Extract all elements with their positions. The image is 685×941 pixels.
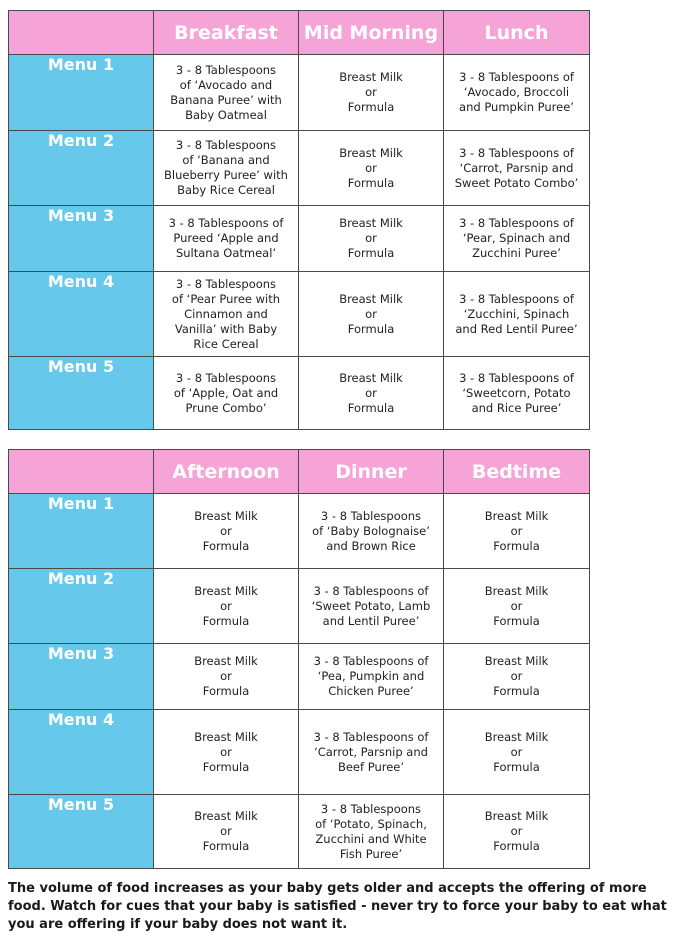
meal-cell: 3 - 8 Tablespoons of ‘Baby Bolognaise’ and Brown Rice bbox=[299, 494, 444, 569]
meal-cell: Breast Milk or Formula bbox=[444, 494, 590, 569]
meal-cell: 3 - 8 Tablespoons of ‘Potato, Spinach, Zucchini and White Fish Puree’ bbox=[299, 795, 444, 869]
meal-cell: Breast Milk or Formula bbox=[299, 131, 444, 206]
meal-cell: Breast Milk or Formula bbox=[154, 795, 299, 869]
meal-cell: 3 - 8 Tablespoons of ‘Pear, Spinach and Zucchini Puree’ bbox=[444, 206, 590, 272]
meal-cell: Breast Milk or Formula bbox=[444, 569, 590, 644]
row-label: Menu 1 bbox=[9, 55, 154, 131]
header-corner bbox=[9, 11, 154, 55]
header-lunch: Lunch bbox=[444, 11, 590, 55]
header-bedtime: Bedtime bbox=[444, 450, 590, 494]
row-label: Menu 4 bbox=[9, 710, 154, 795]
meal-cell: Breast Milk or Formula bbox=[444, 644, 590, 710]
meal-cell: 3 - 8 Tablespoons of ‘Pear Puree with Cinnamon and Vanilla’ with Baby Rice Cereal bbox=[154, 272, 299, 357]
meal-cell: 3 - 8 Tablespoons of ‘Apple, Oat and Prune Combo’ bbox=[154, 357, 299, 430]
table-row bbox=[9, 206, 590, 272]
table-row bbox=[9, 131, 590, 206]
table-row bbox=[9, 644, 590, 710]
meal-cell: 3 - 8 Tablespoons of ‘Avocado and Banana Puree’ with Baby Oatmeal bbox=[154, 55, 299, 131]
row-label: Menu 5 bbox=[9, 795, 154, 869]
meal-cell: Breast Milk or Formula bbox=[154, 710, 299, 795]
meal-cell: 3 - 8 Tablespoons of ‘Carrot, Parsnip and Sweet Potato Combo’ bbox=[444, 131, 590, 206]
menu-table-evening bbox=[8, 449, 590, 869]
header-afternoon: Afternoon bbox=[154, 450, 299, 494]
table-row bbox=[9, 795, 590, 869]
meal-cell: 3 - 8 Tablespoons of ‘Pea, Pumpkin and Chicken Puree’ bbox=[299, 644, 444, 710]
meal-cell: Breast Milk or Formula bbox=[299, 272, 444, 357]
row-label: Menu 2 bbox=[9, 569, 154, 644]
meal-cell: 3 - 8 Tablespoons of ‘Sweet Potato, Lamb and Lentil Puree’ bbox=[299, 569, 444, 644]
row-label: Menu 5 bbox=[9, 357, 154, 430]
header-dinner: Dinner bbox=[299, 450, 444, 494]
table-row bbox=[9, 710, 590, 795]
row-label: Menu 1 bbox=[9, 494, 154, 569]
table-row bbox=[9, 494, 590, 569]
table-row bbox=[9, 357, 590, 430]
meal-cell: 3 - 8 Tablespoons of ‘Avocado, Broccoli and Pumpkin Puree’ bbox=[444, 55, 590, 131]
meal-cell: 3 - 8 Tablespoons of ‘Zucchini, Spinach and Red Lentil Puree’ bbox=[444, 272, 590, 357]
row-label: Menu 3 bbox=[9, 206, 154, 272]
meal-cell: Breast Milk or Formula bbox=[299, 55, 444, 131]
meal-cell: 3 - 8 Tablespoons of ‘Banana and Blueberry Puree’ with Baby Rice Cereal bbox=[154, 131, 299, 206]
menu-table-morning bbox=[8, 10, 590, 430]
header-corner bbox=[9, 450, 154, 494]
row-label: Menu 2 bbox=[9, 131, 154, 206]
meal-cell: 3 - 8 Tablespoons of ‘Sweetcorn, Potato and Rice Puree’ bbox=[444, 357, 590, 430]
table-row bbox=[9, 272, 590, 357]
meal-cell: Breast Milk or Formula bbox=[299, 357, 444, 430]
header-breakfast: Breakfast bbox=[154, 11, 299, 55]
row-label: Menu 3 bbox=[9, 644, 154, 710]
meal-cell: 3 - 8 Tablespoons of ‘Carrot, Parsnip and Beef Puree’ bbox=[299, 710, 444, 795]
table-header-row bbox=[9, 11, 590, 55]
footer-note: The volume of food increases as your baby gets older and accepts the offering of more food. Watch for cues that your baby is satisfied - never try to force your baby to eat what you are offering if your baby does not want it. bbox=[8, 881, 667, 932]
meal-cell: Breast Milk or Formula bbox=[154, 569, 299, 644]
table-header-row bbox=[9, 450, 590, 494]
meal-cell: Breast Milk or Formula bbox=[444, 710, 590, 795]
meal-cell: Breast Milk or Formula bbox=[154, 644, 299, 710]
meal-cell: Breast Milk or Formula bbox=[299, 206, 444, 272]
meal-cell: Breast Milk or Formula bbox=[444, 795, 590, 869]
table-row bbox=[9, 55, 590, 131]
meal-cell: Breast Milk or Formula bbox=[154, 494, 299, 569]
meal-cell: 3 - 8 Tablespoons of Pureed ‘Apple and Sultana Oatmeal’ bbox=[154, 206, 299, 272]
header-mid-morning: Mid Morning bbox=[299, 11, 444, 55]
table-row bbox=[9, 569, 590, 644]
row-label: Menu 4 bbox=[9, 272, 154, 357]
